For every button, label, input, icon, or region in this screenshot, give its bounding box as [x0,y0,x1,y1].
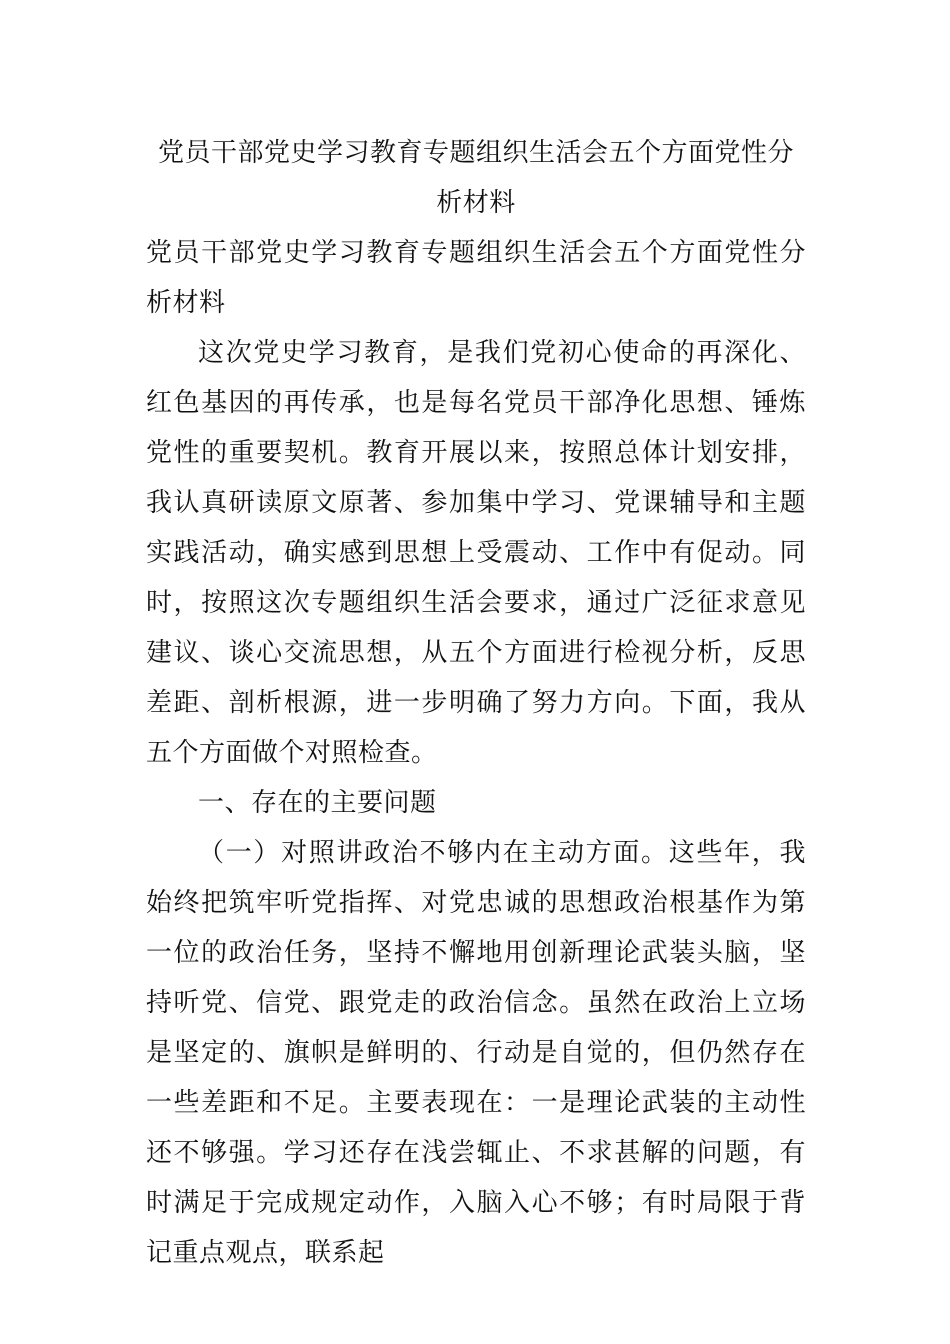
document-body [146,228,806,1278]
document-subtitle: 党员干部党史学习教育专题组织生活会五个方面党性分析材料 [146,238,806,318]
paragraph-section-1: （一）对照讲政治不够内在主动方面。这些年，我始终把筑牢听党指挥、对党忠诚的思想政治根基作为第一位的政治任务，坚持不懈地用创新理论武装头脑，坚持听党、信党、跟党走的政治信念。虽然在政治上立场是坚定的、旗帜是鲜明的、行动是自觉的，但仍然存在一些差距和不足。主要表现在：一是理论武装的主动性还不够强。学习还存在浅尝辄止、不求甚解的问题，有时满足于完成规定动作，入脑入心不够；有时局限于背记重点观点，联系起 [146,838,806,1268]
section-heading: 一、存在的主要问题 [198,788,437,818]
document-title: 党员干部党史学习教育专题组织生活会五个方面党性分析材料 [157,138,794,218]
paragraph-intro: 这次党史学习教育，是我们党初心使命的再深化、红色基因的再传承，也是每名党员干部净化思想、锤炼党性的重要契机。教育开展以来，按照总体计划安排，我认真研读原文原著、参加集中学习、党课辅导和主题实践活动，确实感到思想上受震动、工作中有促动。同时，按照这次专题组织生活会要求，通过广泛征求意见建议、谈心交流思想，从五个方面进行检视分析，反思差距、剖析根源，进一步明确了努力方向。下面，我从五个方面做个对照检查。 [146,338,806,768]
